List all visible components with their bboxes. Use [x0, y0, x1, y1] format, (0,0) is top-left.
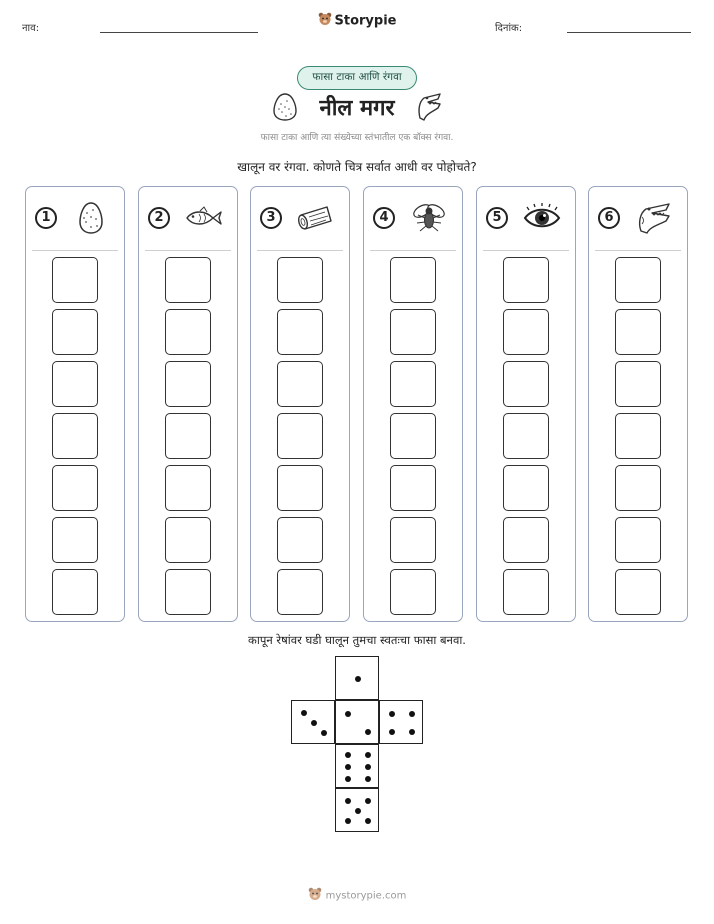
crocodile-head-icon: [633, 201, 675, 235]
worksheet-title: नील मगर: [319, 96, 395, 121]
column-number: 2: [148, 207, 170, 229]
column-number: 5: [486, 207, 508, 229]
column-2: [138, 186, 238, 622]
color-box[interactable]: [390, 517, 436, 563]
dice-face-2: [335, 700, 379, 744]
crocodile-head-icon: [414, 90, 444, 126]
color-box[interactable]: [165, 309, 211, 355]
color-box[interactable]: [277, 465, 323, 511]
dice-face-4: [379, 700, 423, 744]
dice-face-3: [291, 700, 335, 744]
color-box[interactable]: [52, 569, 98, 615]
bear-logo-icon: [308, 887, 322, 904]
color-box[interactable]: [390, 465, 436, 511]
dice-face-5: [335, 788, 379, 832]
color-box[interactable]: [390, 257, 436, 303]
eye-icon: [521, 201, 563, 235]
name-label: नाव:: [22, 23, 40, 34]
dice-instruction: कापून रेषांवर घडी घालून तुमचा स्वतःचा फासा बनवा.: [248, 633, 466, 647]
column-5: [476, 186, 576, 622]
color-box[interactable]: [503, 413, 549, 459]
color-box[interactable]: [390, 309, 436, 355]
color-box[interactable]: [615, 257, 661, 303]
worksheet-subtitle: फासा टाका आणि त्या संख्येच्या स्तंभातील एक बॉक्स रंगवा.: [260, 133, 454, 143]
color-box[interactable]: [503, 257, 549, 303]
egg-icon: [272, 92, 298, 126]
color-box[interactable]: [503, 517, 549, 563]
color-box[interactable]: [165, 413, 211, 459]
color-box[interactable]: [277, 569, 323, 615]
date-label: दिनांक:: [495, 23, 523, 34]
color-box[interactable]: [52, 465, 98, 511]
log-icon: [295, 201, 337, 235]
color-box[interactable]: [390, 361, 436, 407]
color-box[interactable]: [503, 309, 549, 355]
brand-logo: [0, 12, 714, 30]
color-box[interactable]: [277, 361, 323, 407]
activity-tag: फासा टाका आणि रंगवा: [297, 66, 417, 90]
color-box[interactable]: [277, 257, 323, 303]
color-box[interactable]: [277, 413, 323, 459]
color-box[interactable]: [615, 361, 661, 407]
dice-face-6: [335, 744, 379, 788]
brand-name: Storypie: [334, 13, 397, 29]
column-number: 1: [35, 207, 57, 229]
name-line[interactable]: [100, 32, 258, 33]
worksheet-question: खालून वर रंगवा. कोणते चित्र सर्वात आधी वर पोहोचते?: [237, 160, 477, 174]
egg-icon: [70, 201, 112, 235]
color-box[interactable]: [52, 309, 98, 355]
footer: [0, 887, 714, 904]
color-box[interactable]: [165, 257, 211, 303]
column-3: [250, 186, 350, 622]
dice-face-1: [335, 656, 379, 700]
column-4: [363, 186, 463, 622]
column-number: 3: [260, 207, 282, 229]
color-box[interactable]: [615, 413, 661, 459]
color-box[interactable]: [165, 361, 211, 407]
date-line[interactable]: [567, 32, 691, 33]
color-box[interactable]: [503, 465, 549, 511]
color-box[interactable]: [52, 413, 98, 459]
color-box[interactable]: [615, 569, 661, 615]
color-box[interactable]: [615, 309, 661, 355]
column-1: [25, 186, 125, 622]
color-box[interactable]: [165, 517, 211, 563]
dice-net[interactable]: [290, 656, 426, 836]
color-box[interactable]: [277, 517, 323, 563]
color-box[interactable]: [165, 569, 211, 615]
color-box[interactable]: [615, 465, 661, 511]
bear-logo-icon: [318, 12, 332, 30]
color-box[interactable]: [390, 413, 436, 459]
color-box[interactable]: [52, 361, 98, 407]
color-box[interactable]: [277, 309, 323, 355]
color-box[interactable]: [390, 569, 436, 615]
column-6: [588, 186, 688, 622]
color-box[interactable]: [165, 465, 211, 511]
color-box[interactable]: [52, 517, 98, 563]
column-number: 4: [373, 207, 395, 229]
footer-url[interactable]: mystorypie.com: [325, 890, 407, 902]
color-box[interactable]: [52, 257, 98, 303]
color-box[interactable]: [503, 361, 549, 407]
fly-icon: [408, 201, 450, 235]
column-number: 6: [598, 207, 620, 229]
color-box[interactable]: [615, 517, 661, 563]
fish-icon: [183, 201, 225, 235]
color-box[interactable]: [503, 569, 549, 615]
